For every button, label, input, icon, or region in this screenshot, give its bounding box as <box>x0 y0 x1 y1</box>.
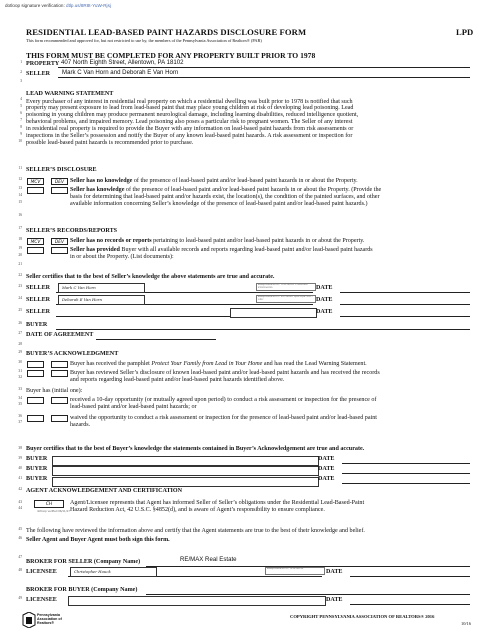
seller-value[interactable]: Mark C Van Horn and Deborah E Van Horn <box>62 69 179 76</box>
seller-initial-box[interactable]: MCV <box>27 238 44 245</box>
property-label: PROPERTY <box>26 61 60 67</box>
signature-text: Christopher Houck <box>74 569 111 574</box>
date-label: DATE <box>326 597 343 603</box>
pamphlet-text: Buyer has received the pamphlet <box>70 361 152 367</box>
line-number: 29 <box>18 350 22 354</box>
date-label: DATE <box>318 466 335 472</box>
seller-initial-box[interactable] <box>27 187 44 194</box>
seller-initial-box[interactable]: MCV <box>27 178 44 185</box>
line-number: 28 <box>18 342 22 346</box>
buyer-initial-box[interactable] <box>51 370 68 377</box>
revision: 10/16 <box>461 621 472 626</box>
date-line <box>350 604 470 605</box>
date-line <box>342 483 470 484</box>
seller-disclosure-heading: SELLER’S DISCLOSURE <box>26 167 97 173</box>
option-text: waived the opportunity to conduct a risk assessment or inspection for the presence of lead-based paint and/or lead-based paint <box>70 415 377 421</box>
line-number: 4 <box>20 97 22 101</box>
agent-initial-box[interactable]: CH <box>34 500 64 508</box>
buyer-ack-pamphlet <box>70 361 367 368</box>
verification-note <box>5 3 111 8</box>
buyer-ack-reviewed <box>70 370 380 384</box>
par-logo-text <box>37 613 62 626</box>
seller-line <box>58 77 470 78</box>
knowledge-bold: Seller has knowledge <box>70 187 125 193</box>
date-line <box>342 473 470 474</box>
copyright: COPYRIGHT PENNSYLVANIA ASSOCIATION OF REALTORS® 2016 <box>290 614 435 619</box>
verification-link[interactable]: dtlp.us/8R8t-YuW-Rjsj <box>66 3 111 8</box>
warning-line: inspections in the Seller’s possession and notify the Buyer of any known lead-based paint hazards. A risk assessment or inspection for <box>26 133 353 140</box>
buyer-initial-one: Buyer has (initial one): <box>26 388 83 394</box>
licensee-label: LICENSEE <box>26 569 57 575</box>
line-number: 42 <box>18 487 22 491</box>
warning-line: possible lead-based paint hazards is recommended prior to purchase. <box>26 139 194 146</box>
line-number: 27 <box>18 331 22 335</box>
line-number: 8 <box>20 125 22 129</box>
par-logo <box>22 612 36 633</box>
line-number: 14 <box>18 193 22 197</box>
warning-line: property may present exposure to lead from lead-based paint that may place young children at risk of developing lead poisoning. Lead <box>26 105 354 112</box>
seller-sign-label: SELLER <box>26 285 51 291</box>
seller-signature-3[interactable] <box>230 308 317 318</box>
pamphlet-title: Protect Your Family from Lead in Your Home <box>151 361 263 367</box>
seller-initial-box[interactable]: DEV <box>51 178 68 185</box>
warning-line: poisoning in young children may produce permanent neurological damage, including learning disabilities, reduced intelligence quotient, <box>26 112 359 119</box>
line-number: 3 <box>20 79 22 83</box>
option-text: hazards. <box>70 421 91 428</box>
seller-initial-box[interactable]: DEV <box>51 238 68 245</box>
knowledge-text: basis for determining that lead-based paint and/or hazards exist, the location(s), the condition of the painted surfaces, and other <box>70 193 380 200</box>
date-line <box>340 292 470 293</box>
warning-line: in residential real property is required to provide the Buyer with any information on lead-based paint hazards from risk assessments or <box>26 126 354 133</box>
no-reports-bold: Seller has no records or reports <box>70 238 152 244</box>
line-number: 26 <box>18 321 22 325</box>
line-number: 7 <box>20 118 22 122</box>
buyer-cert-text: Buyer certifies that to the best of Buyer’s knowledge the statements contained in Buyer’s Acknowledgement are true and accurate. <box>26 446 365 452</box>
line-number: 31 <box>18 369 22 373</box>
seller-signature-2[interactable] <box>58 295 145 305</box>
line-number: 47 <box>18 555 22 559</box>
line-number: 38 <box>18 446 22 450</box>
seller-sign-label: SELLER <box>26 309 51 315</box>
licensee-signature[interactable] <box>70 567 157 577</box>
line-number: 46 <box>18 536 22 540</box>
date-of-agreement-line <box>96 339 216 340</box>
seller-no-reports <box>70 238 364 245</box>
form-code: LPD <box>456 27 474 37</box>
buyer-ack-heading: BUYER’S ACKNOWLEDGMENT <box>26 351 119 357</box>
logo-line: Realtors® <box>37 621 55 626</box>
date-label: DATE <box>318 476 335 482</box>
date-label: DATE <box>318 456 335 462</box>
date-label: DATE <box>316 297 333 303</box>
line-number: 18 <box>18 237 22 241</box>
warning-line: Every purchaser of any interest in residential real property on which a residential dwelling was built prior to 1978 is notified that such <box>26 98 353 105</box>
seller-records-heading: SELLER’S RECORDS/REPORTS <box>26 228 118 234</box>
line-number: 44 <box>18 506 22 510</box>
line-number: 48 <box>18 568 22 572</box>
line-number: 15 <box>18 200 22 204</box>
dotloop-stamp: dotloop verified 06/11/17 8:52 AM EDT Q9ZE-LQOF-1EUC-GJNC <box>256 295 316 303</box>
warning-body <box>26 99 481 147</box>
line-number: 39 <box>18 456 22 460</box>
line-number: 23 <box>18 284 22 288</box>
buyer-sign-label: BUYER <box>26 456 48 462</box>
line-number: 17 <box>18 226 22 230</box>
form-title: RESIDENTIAL LEAD-BASED PAINT HAZARDS DISCLOSURE FORM <box>26 27 307 37</box>
line-number: 12 <box>18 177 22 181</box>
buyer-sign-label: BUYER <box>26 466 48 472</box>
no-knowledge-bold: Seller has no knowledge <box>70 178 133 184</box>
licensee-signature[interactable] <box>68 596 326 606</box>
line-number: 43 <box>18 500 22 504</box>
line-number: 10 <box>18 139 22 143</box>
broker-buyer-line <box>146 594 470 595</box>
date-label: DATE <box>316 285 333 291</box>
date-line <box>350 576 470 577</box>
date-line <box>342 463 470 464</box>
provided-text: Buyer with all available records and reports regarding lead-based paint and/or lead-based paint hazards <box>119 247 373 253</box>
option-text: received a 10-day opportunity (or mutually agreed upon period) to conduct a risk assessment or inspection for the presence of <box>70 397 377 403</box>
line-number: 41 <box>18 476 22 480</box>
line-number: 33 <box>18 387 22 391</box>
line-number: 1 <box>20 60 22 64</box>
form-banner: THIS FORM MUST BE COMPLETED FOR ANY PROPERTY BUILT PRIOR TO 1978 <box>26 51 316 60</box>
line-number: 36 <box>18 414 22 418</box>
provided-bold: Seller has provided <box>70 247 120 253</box>
line-number: 5 <box>20 104 22 108</box>
date-label: DATE <box>326 569 343 575</box>
par-logo-icon <box>22 612 36 628</box>
warning-heading: LEAD WARNING STATEMENT <box>26 91 114 97</box>
buyer-sign-label: BUYER <box>26 476 48 482</box>
buyer-signature-2[interactable] <box>52 466 319 476</box>
line-number: 45 <box>18 527 22 531</box>
warning-line: behavioral problems, and impaired memory. Lead poisoning also poses a particular risk to pregnant women. The Seller of any interest <box>26 119 353 126</box>
pamphlet-text: and has read the Lead Warning Statement. <box>262 361 367 367</box>
agent-cert-line: The following have reviewed the information above and certify that the Agent statements are true to the best of their knowledge and belief. <box>26 528 365 534</box>
line-number: 20 <box>18 253 22 257</box>
line-number: 37 <box>18 420 22 424</box>
agent-cert-must-sign: Seller Agent and Buyer Agent must both sign this form. <box>26 537 170 543</box>
line-number: 34 <box>18 396 22 400</box>
line-number: 35 <box>18 402 22 406</box>
buyer-initial-box[interactable] <box>27 361 44 368</box>
knowledge-text: available information concerning Seller’s knowledge of the presence of lead-based paint and/or lead-based paint hazards.) <box>70 200 368 207</box>
seller-no-knowledge <box>70 178 358 185</box>
signature-text: Deborah E Van Horn <box>62 297 102 302</box>
seller-cert-text: Seller certifies that to the best of Seller’s knowledge the above statements are true and accurate. <box>26 274 275 280</box>
seller-label: SELLER <box>26 71 51 77</box>
logo-line: Association of <box>37 617 62 622</box>
line-number: 25 <box>18 308 22 312</box>
line-number: 6 <box>20 111 22 115</box>
property-line <box>58 67 470 68</box>
buyer-initial-box[interactable] <box>51 415 68 422</box>
buyer-signature-1[interactable] <box>52 456 319 466</box>
date-label: DATE <box>316 309 333 315</box>
verification-label: dotloop signature verification: <box>5 3 65 8</box>
logo-line: Pennsylvania <box>37 613 60 617</box>
buyer-initial-box[interactable] <box>51 397 68 404</box>
buyer-signature-3[interactable] <box>52 477 319 487</box>
seller-initial-box[interactable] <box>27 247 44 254</box>
broker-seller-value[interactable]: RE/MAX Real Estate <box>180 556 237 563</box>
date-of-agreement-label: DATE OF AGREEMENT <box>26 332 94 338</box>
date-line <box>340 304 470 305</box>
line-number: 19 <box>18 246 22 250</box>
seller-initial-box[interactable] <box>51 187 68 194</box>
option-text: lead-based paint and/or lead-based paint hazards; or <box>70 403 197 410</box>
property-value[interactable]: 407 North Eighth Street, Allentown, PA 18102 <box>61 59 184 66</box>
seller-sign-label: SELLER <box>26 297 51 303</box>
seller-initial-box[interactable] <box>51 247 68 254</box>
agent-ack-heading: AGENT ACKNOWLEDGEMENT AND CERTIFICATION <box>26 488 183 494</box>
no-knowledge-text: of the presence of lead-based paint and/or lead-based paint hazards in or about the Property. <box>132 178 358 184</box>
agent-ack-text <box>70 500 364 514</box>
agent-ack-line: Hazard Reduction Act, 42 U.S.C. §4852(d), and is aware of Agent’s responsibility to ensure compliance. <box>70 506 325 513</box>
broker-seller-label: BROKER FOR SELLER (Company Name) <box>26 559 141 565</box>
line-number: 11 <box>18 166 22 170</box>
dotloop-stamp: dotloop verified 06/12/17 10:14 AM EDT <box>265 567 325 575</box>
no-reports-text: pertaining to lead-based paint and/or lead-based paint hazards in or about the Property. <box>151 238 365 244</box>
line-number: 9 <box>20 132 22 136</box>
line-number: 2 <box>20 70 22 74</box>
line-number: 21 <box>18 262 22 266</box>
line-number: 24 <box>18 296 22 300</box>
reviewed-text: Buyer has reviewed Seller’s disclosure of known lead-based paint and/or lead-based paint hazards and has received the records <box>70 370 380 376</box>
licensee-label: LICENSEE <box>26 597 57 603</box>
line-number: 13 <box>18 186 22 190</box>
form-subtitle: This form recommended and approved for, but not restricted to use by, the members of the Pennsylvania Association of Realtors® (PAR) <box>26 38 262 43</box>
line-number: 30 <box>18 360 22 364</box>
date-line <box>340 316 470 317</box>
buyer-option-inspect <box>70 397 376 411</box>
seller-signature-1[interactable] <box>58 283 145 293</box>
signature-text: Mark C Van Horn <box>62 285 96 290</box>
seller-knowledge <box>70 187 480 208</box>
agent-ack-line: Agent/Licensee represents that Agent has informed Seller of Seller’s obligations under the Residential Lead-Based-Paint <box>70 500 365 506</box>
reviewed-text: and reports regarding lead-based paint and/or lead-based paint hazards identified above. <box>70 376 285 383</box>
buyer-initial-box[interactable] <box>27 397 44 404</box>
buyer-line <box>56 329 470 330</box>
dotloop-stamp: dotloop verified 06/10/17 11:26 AM EDT V2NR-EOOL-KYWH-WGHO <box>256 283 316 291</box>
agent-initial-stamp: dotloop verified 06/11/17 <box>37 510 70 513</box>
provided-text: in or about the Property. (List documents): <box>70 253 174 260</box>
line-number: 32 <box>18 375 22 379</box>
line-number: 40 <box>18 466 22 470</box>
buyer-initial-box[interactable] <box>27 370 44 377</box>
buyer-label: BUYER <box>26 322 48 328</box>
broker-buyer-label: BROKER FOR BUYER (Company Name) <box>26 587 138 593</box>
seller-provided <box>70 247 480 261</box>
line-number: 22 <box>18 273 22 277</box>
knowledge-text: of the presence of lead-based paint and/or lead-based paint hazards in or about the Property. (Provide the <box>124 187 382 193</box>
buyer-initial-box[interactable] <box>51 361 68 368</box>
line-number: 16 <box>18 213 22 217</box>
buyer-option-waive <box>70 415 377 429</box>
buyer-initial-box[interactable] <box>27 415 44 422</box>
line-number: 49 <box>18 596 22 600</box>
